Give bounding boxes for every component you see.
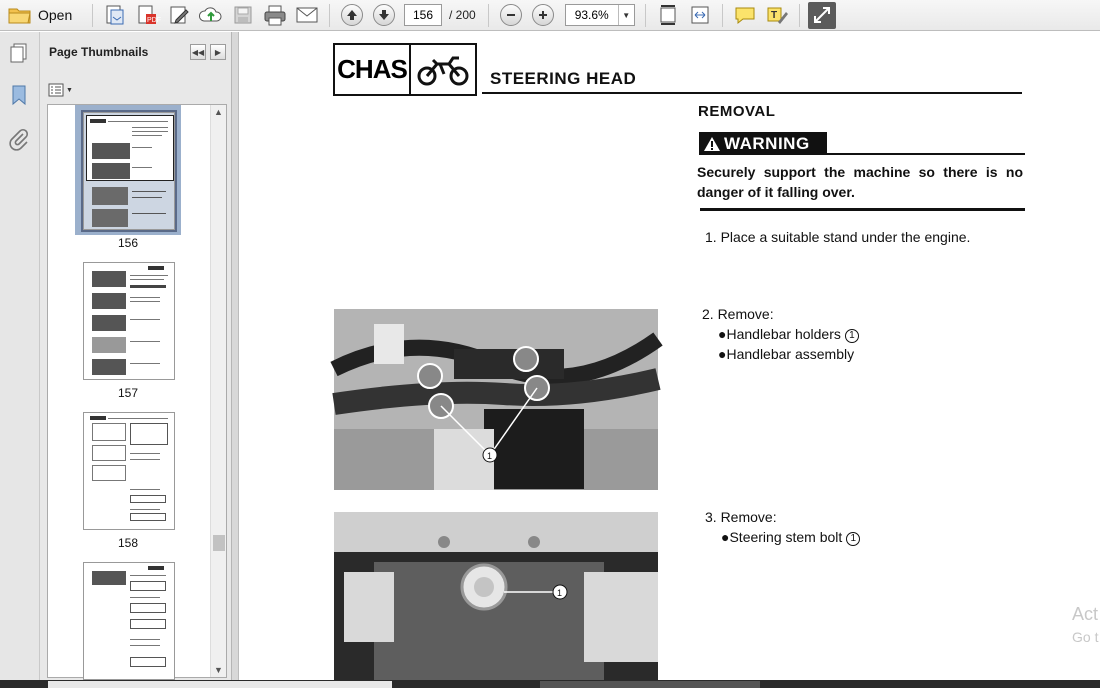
separator xyxy=(488,4,489,27)
activation-watermark-sub: Go t xyxy=(1072,629,1099,645)
fit-page-icon xyxy=(658,4,678,26)
attachments-toggle[interactable] xyxy=(8,128,30,150)
step-1: 1. Place a suitable stand under the engine. xyxy=(705,229,971,245)
print-button[interactable] xyxy=(261,2,289,29)
separator xyxy=(645,4,646,27)
print-icon xyxy=(263,4,287,26)
warning-badge xyxy=(699,132,827,155)
open-label: Open xyxy=(38,7,73,23)
thumbnail-list xyxy=(47,104,227,678)
scroll-down-icon[interactable]: ▼ xyxy=(214,665,223,675)
zoom-out-button[interactable] xyxy=(497,2,525,29)
warning-triangle-icon xyxy=(703,136,721,152)
chevron-right-icon: ▶ xyxy=(214,47,222,57)
zoom-value: 93.6% xyxy=(574,8,609,22)
title-rule xyxy=(482,92,1022,94)
open-button[interactable] xyxy=(2,2,84,29)
warning-rule-bottom xyxy=(700,208,1025,211)
item-text: Handlebar holders xyxy=(726,326,841,342)
convert-pdf-icon xyxy=(136,4,161,26)
comment-icon xyxy=(734,5,756,25)
save-icon xyxy=(233,5,253,25)
chevron-down-icon: ▼ xyxy=(618,5,634,25)
fit-page-button[interactable] xyxy=(654,2,682,29)
warning-rule-top xyxy=(827,153,1025,155)
separator xyxy=(722,4,723,27)
main-toolbar xyxy=(0,0,1100,31)
motorcycle-icon xyxy=(416,53,470,87)
page-number-input[interactable]: 156 xyxy=(404,4,442,26)
chassis-section-badge xyxy=(333,43,477,96)
svg-text:1: 1 xyxy=(557,588,563,598)
handlebar-photo-illustration xyxy=(334,309,658,490)
previous-page-icon xyxy=(346,9,358,21)
thumbnail-options-button[interactable] xyxy=(48,82,74,98)
email-button[interactable] xyxy=(293,2,321,29)
taskbar-segment xyxy=(48,681,392,688)
step-3-item-1: ●Steering stem bolt 1 xyxy=(721,529,860,546)
steering-stem-bolt-photo xyxy=(334,512,658,680)
zoom-out-icon xyxy=(505,9,517,21)
item-text: Steering stem bolt xyxy=(729,529,843,545)
separator xyxy=(799,4,800,27)
taskbar-strip xyxy=(0,680,1100,688)
step-2-item-1: ●Handlebar holders 1 xyxy=(718,326,859,343)
thumbnail-label: 157 xyxy=(117,386,139,400)
expand-icon xyxy=(812,5,832,25)
thumbnail-scrollbar[interactable] xyxy=(210,105,226,677)
thumbnail-page-156[interactable] xyxy=(83,112,175,230)
double-chevron-left-icon: ◀◀ xyxy=(191,47,205,57)
paperclip-icon xyxy=(8,128,30,150)
svg-text:T: T xyxy=(770,10,777,21)
edit-pdf-button[interactable] xyxy=(165,2,193,29)
section-title: STEERING HEAD xyxy=(490,69,637,88)
next-page-button[interactable] xyxy=(370,2,398,29)
scroll-up-icon[interactable]: ▲ xyxy=(214,107,223,117)
thumbnail-page-157[interactable] xyxy=(83,262,175,380)
highlight-icon xyxy=(766,4,788,26)
edit-pdf-icon xyxy=(168,4,190,26)
expand-panel-button[interactable] xyxy=(210,44,226,60)
callout-number: 1 xyxy=(846,532,860,546)
page-total: / 200 xyxy=(449,8,476,22)
previous-page-button[interactable] xyxy=(338,2,366,29)
warning-label: WARNING xyxy=(724,133,810,153)
thumbnails-panel xyxy=(40,32,232,680)
steering-photo-illustration xyxy=(334,512,658,680)
expand-button[interactable] xyxy=(808,2,836,29)
chevron-down-icon: ▼ xyxy=(66,86,73,94)
subsection-heading: REMOVAL xyxy=(698,103,776,120)
step-3: 3. Remove: xyxy=(705,509,777,525)
next-page-icon xyxy=(378,9,390,21)
save-button[interactable] xyxy=(229,2,257,29)
navigation-rail xyxy=(0,32,40,680)
panel-splitter[interactable] xyxy=(232,32,239,680)
svg-text:PDF: PDF xyxy=(147,17,161,24)
document-view xyxy=(240,32,1100,680)
page-thumbnails-toggle[interactable] xyxy=(8,42,30,64)
thumbnail-label: 156 xyxy=(117,236,139,250)
warning-text: Securely support the machine so there is no danger of it falling over. xyxy=(697,164,1023,200)
fit-width-icon xyxy=(689,4,711,26)
handlebar-holders-photo xyxy=(334,309,658,490)
step-2-item-2: ●Handlebar assembly xyxy=(718,346,855,362)
zoom-select[interactable] xyxy=(565,4,635,26)
email-icon xyxy=(295,5,319,25)
callout-number: 1 xyxy=(845,329,859,343)
pages-icon xyxy=(8,42,30,64)
create-pdf-icon xyxy=(104,4,126,26)
taskbar-segment xyxy=(540,681,760,688)
activation-watermark: Act xyxy=(1072,604,1099,624)
zoom-in-icon xyxy=(537,9,549,21)
upload-icon xyxy=(199,4,223,26)
collapse-panel-button[interactable] xyxy=(190,44,206,60)
step-2: 2. Remove: xyxy=(702,306,774,322)
thumbnail-page-158[interactable] xyxy=(83,412,175,530)
bookmark-icon xyxy=(8,84,30,106)
svg-text:1: 1 xyxy=(487,451,493,461)
convert-pdf-button[interactable] xyxy=(133,2,161,29)
zoom-in-button[interactable] xyxy=(529,2,557,29)
scrollbar-thumb[interactable] xyxy=(213,535,225,551)
item-text: Handlebar assembly xyxy=(726,346,855,362)
separator xyxy=(92,4,93,27)
section-code: CHAS xyxy=(335,45,411,94)
fit-width-button[interactable] xyxy=(686,2,714,29)
create-pdf-button[interactable] xyxy=(101,2,129,29)
upload-button[interactable] xyxy=(197,2,225,29)
thumbnail-page-159[interactable] xyxy=(83,562,175,680)
options-list-icon xyxy=(48,83,64,97)
folder-icon xyxy=(8,5,32,25)
separator xyxy=(329,4,330,27)
comment-button[interactable] xyxy=(731,2,759,29)
highlight-button[interactable] xyxy=(763,2,791,29)
thumbnail-label: 158 xyxy=(117,536,139,550)
bookmarks-toggle[interactable] xyxy=(8,84,30,106)
panel-title: Page Thumbnails xyxy=(49,45,149,59)
